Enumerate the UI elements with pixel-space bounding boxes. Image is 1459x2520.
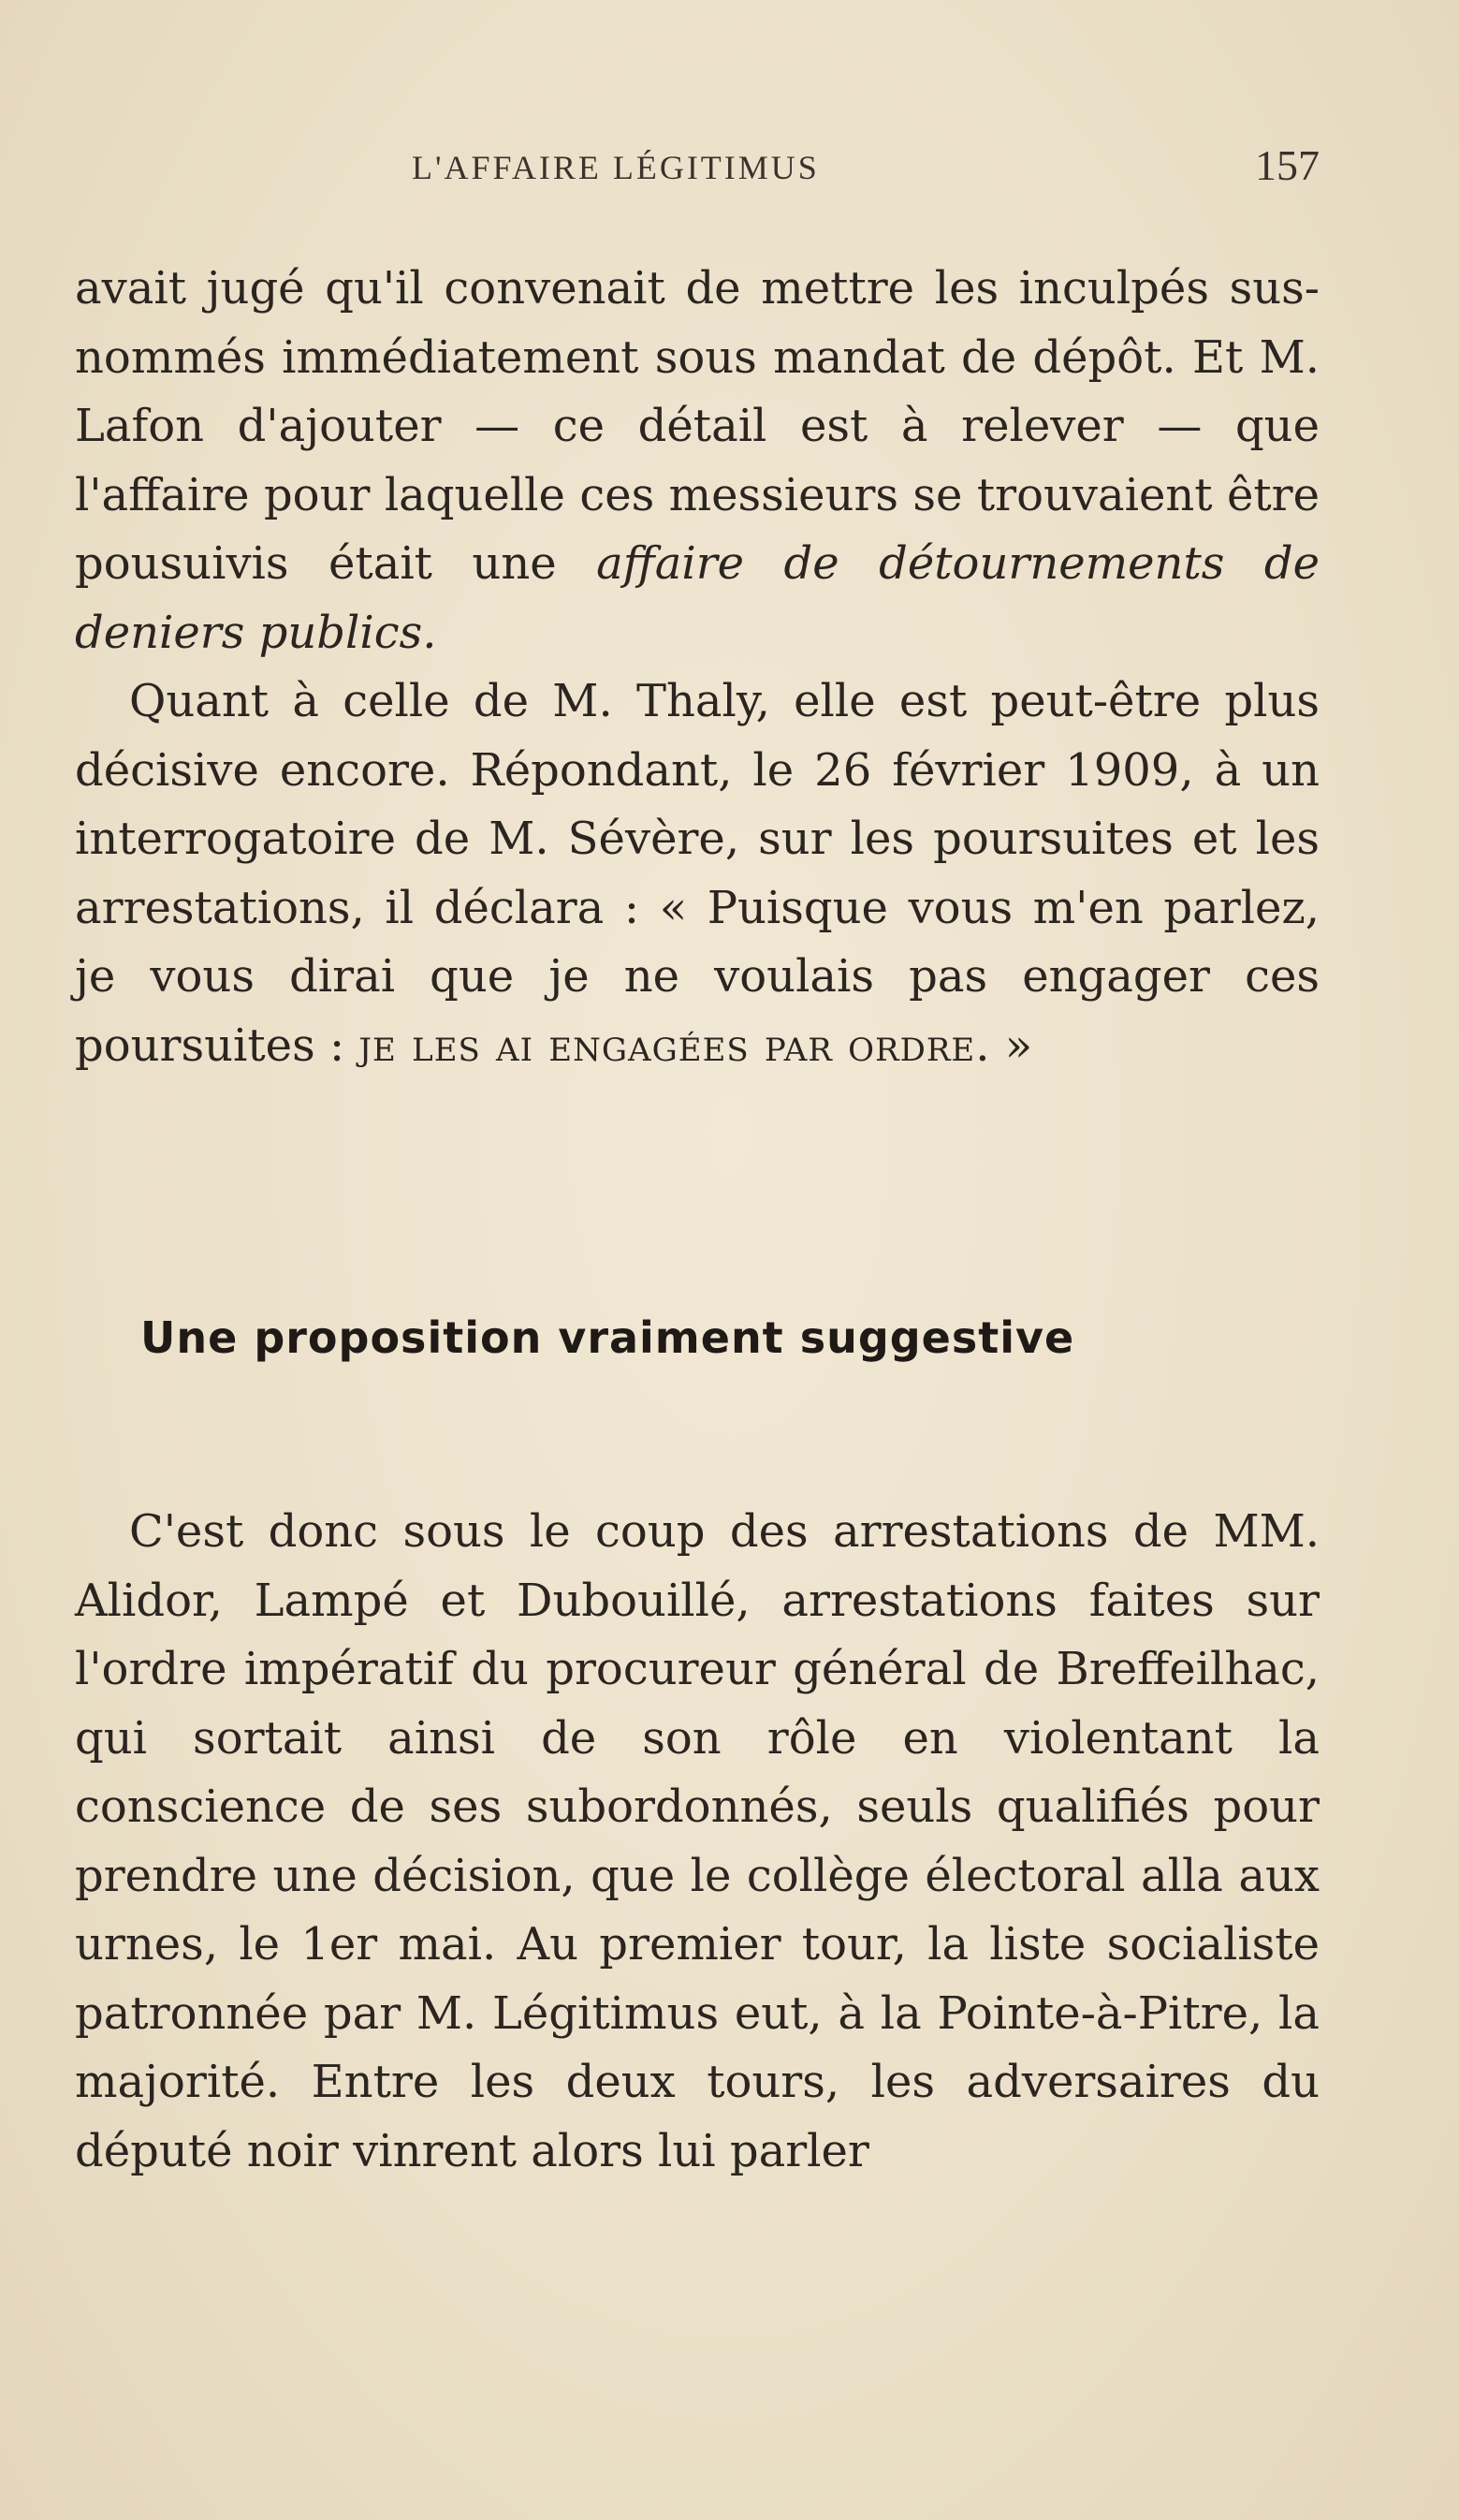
paragraph-thaly	[75, 667, 1320, 1080]
paragraph-continuation	[75, 255, 1320, 667]
page-header	[75, 140, 1320, 197]
body-text-top	[75, 255, 1320, 1080]
italic-phrase: affaire de détournements de deniers publics.	[75, 537, 1320, 659]
paragraph-text: Quant à celle de M. Thaly, elle est peut-être plus décisive encore. Répondant, le 26 février 1909, à un interrogatoire de M. Sévère, sur les poursuites et les arrestations, il déclara : « Puisque vous m'en parlez, je vous dirai que je ne voulais pas engager ces poursuites :	[75, 675, 1320, 1072]
running-title: L'AFFAIRE LÉGITIMUS	[412, 149, 820, 186]
closing-quote: »	[990, 1018, 1033, 1072]
body-text-bottom	[75, 1498, 1320, 2186]
paragraph-text: avait jugé qu'il convenait de mettre les inculpés sus-nommés immédiatement sous mandat de dépôt. Et M. Lafon d'ajouter — ce détail est à relever — que l'affaire pour laquelle ces messieurs se trouvaient être pousuivis était une	[75, 262, 1320, 590]
paragraph-arrestations: C'est donc sous le coup des arrestations de MM. Alidor, Lampé et Dubouillé, arrestations faites sur l'ordre impératif du procureur général de Breffeilhac, qui sortait ainsi de son rôle en violentant la conscience de ses subordonnés, seuls qualifiés pour prendre une décision, que le collège électoral alla aux urnes, le 1er mai. Au premier tour, la liste socialiste patronnée par M. Légitimus eut, à la Pointe-à-Pitre, la majorité. Entre les deux tours, les adversaires du député noir vinrent alors lui parler	[75, 1505, 1320, 2177]
small-caps-phrase: je les ai engagées par ordre.	[358, 1018, 991, 1072]
section-heading: Une proposition vraiment suggestive	[140, 1312, 1075, 1363]
page-number: 157	[1255, 141, 1320, 189]
